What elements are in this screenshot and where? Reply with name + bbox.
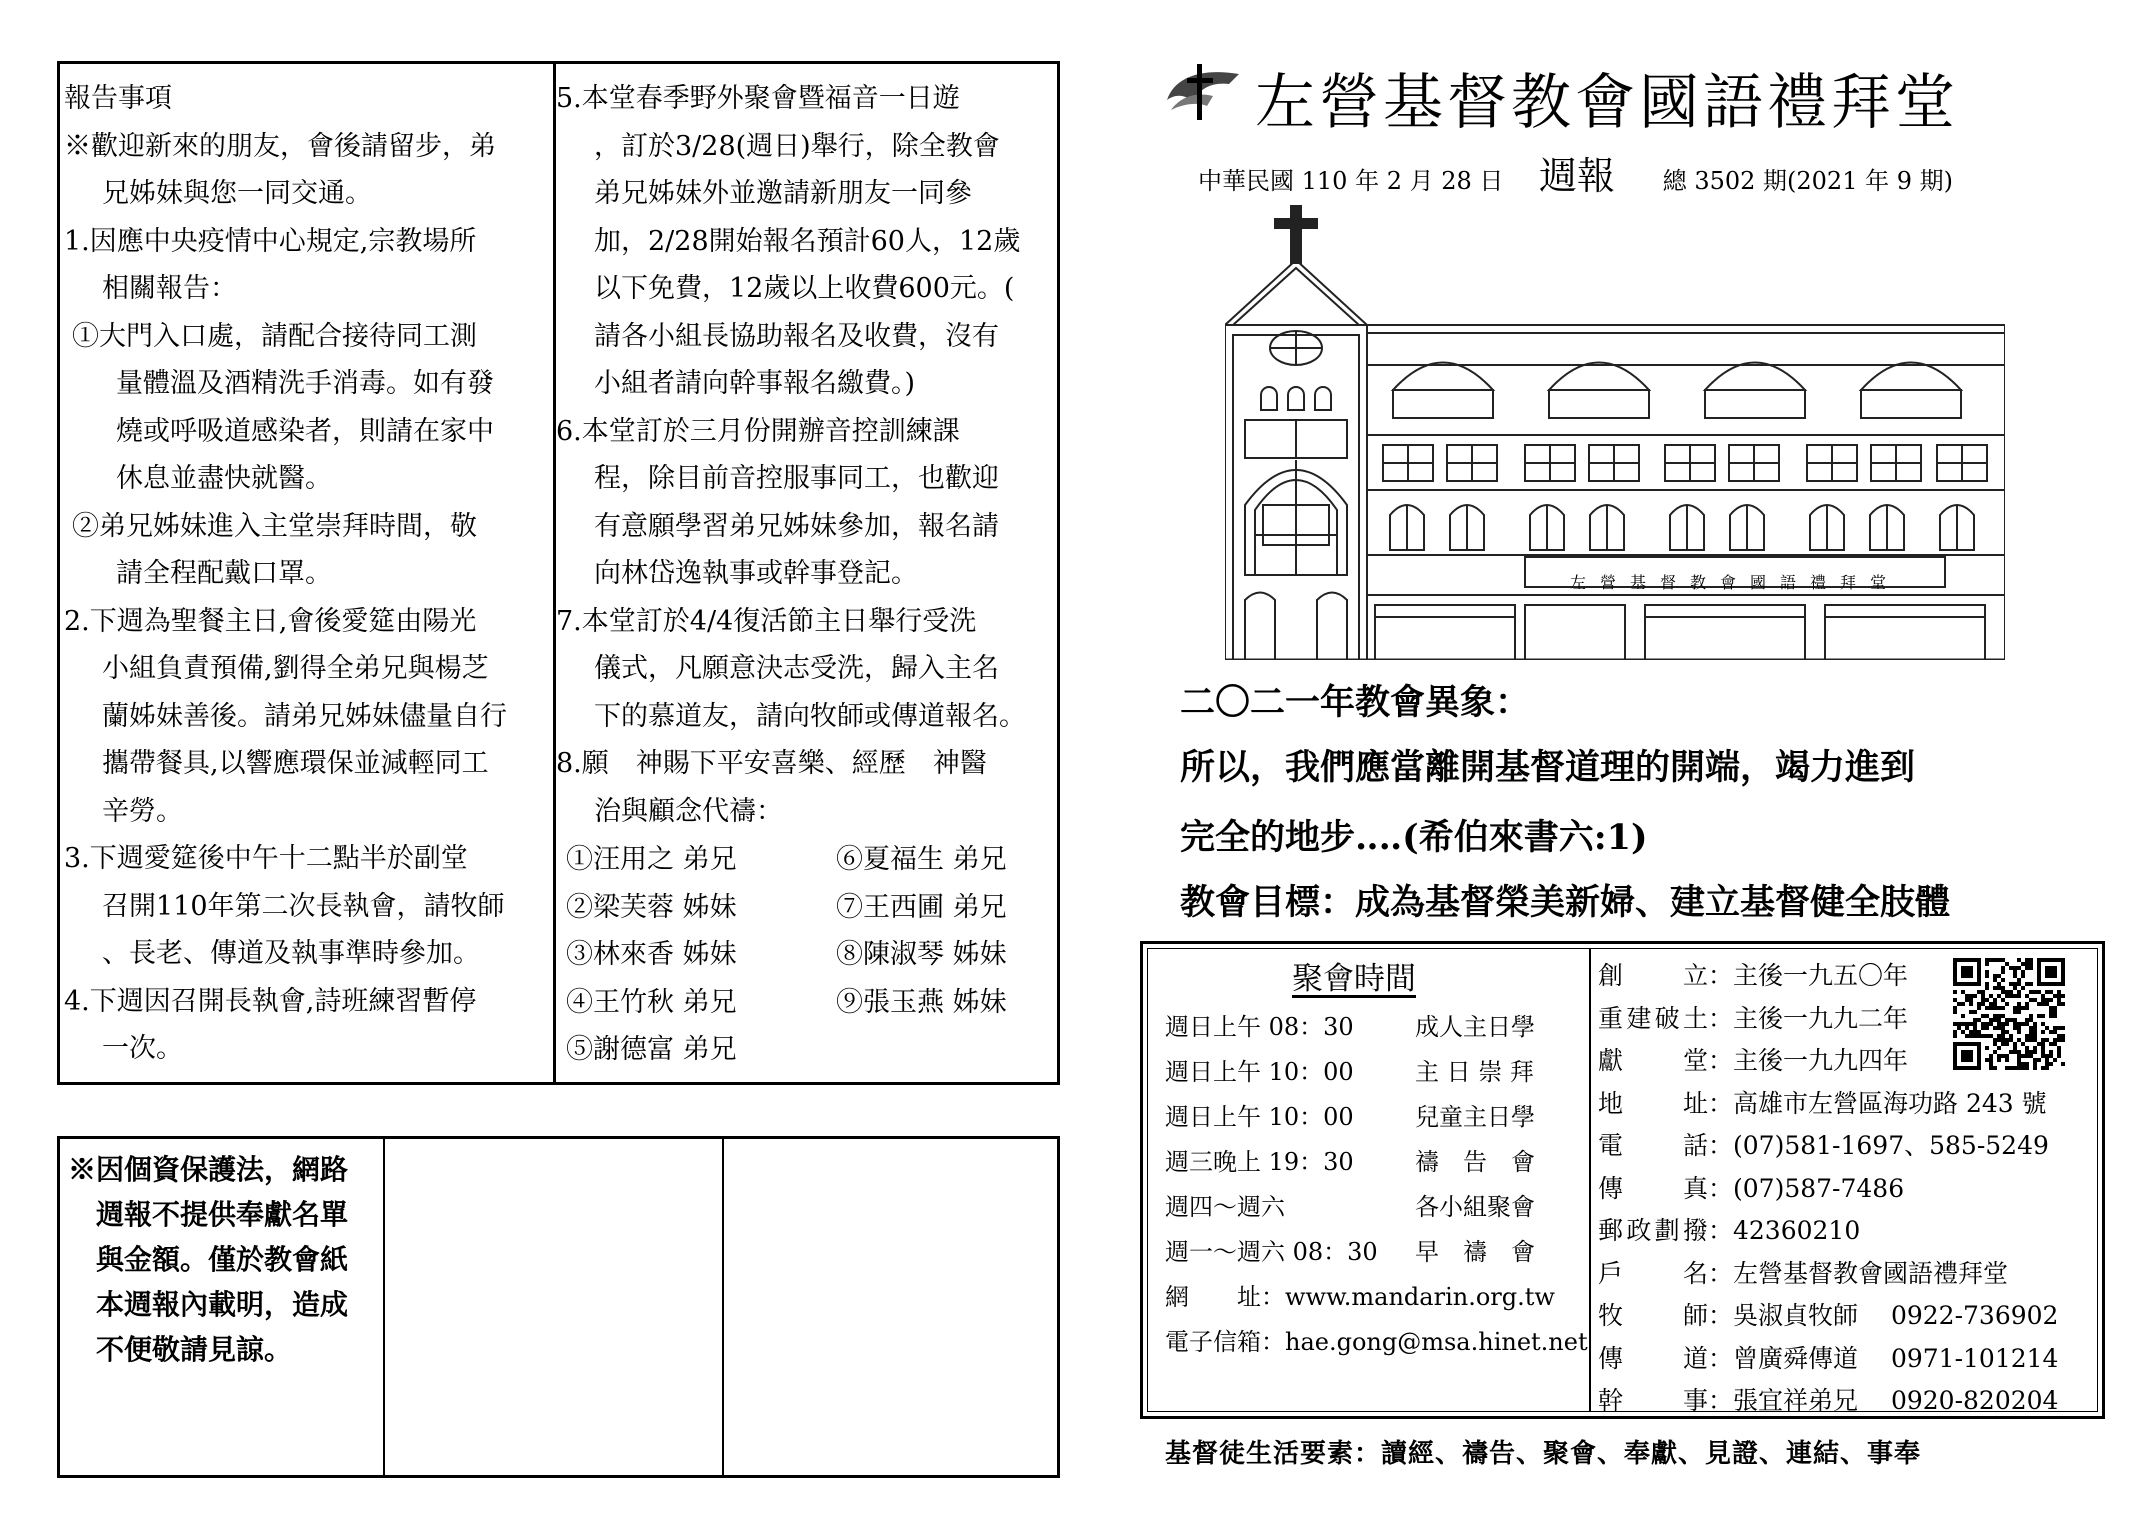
info-row <box>1598 1295 2058 1338</box>
info-value: ：主後一九五〇年 <box>1708 961 1909 990</box>
schedule-time: 週一～週六 08：30 <box>1165 1238 1378 1266</box>
church-goal: 教會目標：成為基督榮美新婦、建立基督健全肢體 <box>1180 882 1951 923</box>
info-value: ：張宜祥弟兄 0920-820204 <box>1708 1386 2059 1415</box>
info-value: ：曾廣舜傳道 0971-101214 <box>1708 1343 2059 1373</box>
privacy-line: 不便敬請見諒。 <box>68 1333 293 1366</box>
prayer-name: ④王竹秋 弟兄 <box>566 986 737 1018</box>
info-key: 獻堂 <box>1598 1046 1708 1075</box>
schedule-row <box>1165 1185 1535 1230</box>
announcement-line: 8.願 神賜下平安喜樂、經歷 神醫 <box>556 748 987 779</box>
announcement-line: 一次。 <box>102 1033 183 1064</box>
schedule-event: 主 日 崇 拜 <box>1415 1058 1534 1086</box>
announcement-line: 加，2/28開始報名預計60人，12歲 <box>594 225 1021 257</box>
schedule-time: 週日上午 10：00 <box>1165 1103 1354 1131</box>
church-logo-icon <box>1163 62 1243 122</box>
schedule-row <box>1165 1050 1535 1095</box>
info-divider <box>1589 948 1591 1412</box>
prayer-list <box>566 836 1056 1074</box>
announcements-col-1 <box>64 75 552 1073</box>
announcement-line: 儀式，凡願意決志受洗，歸入主名 <box>594 653 999 684</box>
info-value: ：(07)587-7486 <box>1708 1173 1905 1203</box>
announcement-line: 召開110年第二次長執會，請牧師 <box>102 890 505 922</box>
church-title: 左營基督教會國語禮拜堂 <box>1255 68 1959 138</box>
website-line: 網 址：www.mandarin.org.tw <box>1165 1283 1555 1311</box>
schedule-event: 成人主日學 <box>1415 1013 1535 1041</box>
schedule-row <box>1165 1005 1535 1050</box>
info-row <box>1598 1338 2058 1381</box>
schedule-event: 兒童主日學 <box>1415 1103 1535 1131</box>
announcement-line: 小組負責預備,劉得全弟兄與楊芝 <box>102 653 489 684</box>
announcement-line: 燒或呼吸道感染者，則請在家中 <box>116 415 494 447</box>
info-value: ：吳淑貞牧師 0922-736902 <box>1708 1301 2059 1330</box>
info-key: 重建破土 <box>1598 1003 1708 1033</box>
info-key: 幹事 <box>1598 1386 1708 1415</box>
announcement-line: 休息並盡快就醫。 <box>116 463 332 494</box>
announcement-line: 小組者請向幹事報名繳費。) <box>594 368 916 399</box>
info-value: ：左營基督教會國語禮拜堂 <box>1708 1258 2009 1288</box>
announcement-line: ②弟兄姊妹進入主堂崇拜時間，敬 <box>72 510 477 542</box>
announcement-line: 治與顧念代禱： <box>594 795 783 827</box>
announcement-line: ①大門入口處，請配合接待同工測 <box>72 320 477 352</box>
info-row <box>1598 1380 2058 1423</box>
prayer-name: ①汪用之 弟兄 <box>566 844 737 875</box>
info-key: 電話 <box>1598 1131 1708 1160</box>
announcement-line: 請各小組長協助報名及收費，沒有 <box>594 320 999 352</box>
info-key: 創立 <box>1598 961 1708 990</box>
prayer-name: ②梁芙蓉 姊妹 <box>566 891 737 923</box>
prayer-name: ③林來香 姊妹 <box>566 939 737 970</box>
announcements-col-2 <box>556 75 1056 835</box>
schedule-row <box>1165 1230 1535 1275</box>
announcement-line: 有意願學習弟兄姊妹參加，報名請 <box>594 510 999 542</box>
announcement-line: 下的慕道友，請向牧師或傳道報名。 <box>594 700 1026 732</box>
vision-heading: 二〇二一年教會異象： <box>1180 682 1531 723</box>
email-line: 電子信箱：hae.gong@msa.hinet.net <box>1165 1328 1588 1356</box>
announcement-line: 7.本堂訂於4/4復活節主日舉行受洗 <box>556 605 977 637</box>
offering-divider-1 <box>383 1136 385 1478</box>
offering-divider-2 <box>722 1136 724 1478</box>
privacy-line: 本週報內載明，造成 <box>68 1288 349 1321</box>
announcement-line: 5.本堂春季野外聚會暨福音一日遊 <box>556 83 960 114</box>
info-key: 傳真 <box>1598 1173 1708 1203</box>
announcement-line: 報告事項 <box>64 83 172 114</box>
prayer-name: ⑦王西圃 弟兄 <box>836 891 1007 923</box>
prayer-name: ⑥夏福生 弟兄 <box>836 844 1007 875</box>
info-row <box>1598 1125 2058 1168</box>
building-sign: 左營基督教會國語禮拜堂 <box>1569 573 1900 592</box>
info-value: ：主後一九九四年 <box>1708 1046 1909 1075</box>
announcement-line: ※歡迎新來的朋友，會後請留步，弟 <box>64 130 496 162</box>
announcement-line: 、長老、傳道及執事準時參加。 <box>102 938 480 969</box>
schedule-event: 早 禱 會 <box>1415 1238 1535 1266</box>
issue-date: 中華民國 110 年 2 月 28 日 <box>1198 167 1504 195</box>
info-value: ：42360210 <box>1708 1216 1861 1245</box>
info-value: ：高雄市左營區海功路 243 號 <box>1708 1088 2047 1118</box>
prayer-name: ⑤謝德富 弟兄 <box>566 1034 737 1065</box>
privacy-line: 與金額。僅於教會紙 <box>68 1243 349 1276</box>
announcement-line: 6.本堂訂於三月份開辦音控訓練課 <box>556 415 960 447</box>
privacy-line: ※因個資保護法，網路 <box>68 1153 349 1186</box>
vision-verse-line-2: 完全的地步‥‥(希伯來書六:1) <box>1180 817 1648 858</box>
info-key: 牧師 <box>1598 1301 1708 1330</box>
announcement-line: 程，除目前音控服事同工，也歡迎 <box>594 463 999 494</box>
info-row <box>1598 1168 2058 1211</box>
schedule-event: 各小組聚會 <box>1415 1193 1535 1221</box>
announcement-line: 3.下週愛筵後中午十二點半於副堂 <box>64 843 468 874</box>
info-value: ：(07)581-1697、585-5249 <box>1708 1131 2049 1160</box>
schedule-title: 聚會時間 <box>1292 961 1416 997</box>
schedule-row <box>1165 1140 1535 1185</box>
info-row <box>1598 1083 2058 1126</box>
privacy-notice <box>68 1147 348 1372</box>
prayer-name: ⑨張玉燕 姊妹 <box>836 986 1007 1018</box>
announcement-line: 1.因應中央疫情中心規定,宗教場所 <box>64 225 477 257</box>
info-key: 地址 <box>1598 1088 1708 1118</box>
announcement-line: 兄姊妹與您一同交通。 <box>102 178 372 209</box>
schedule-list <box>1165 1005 1535 1275</box>
announcement-line: 2.下週為聖餐主日,會後愛筵由陽光 <box>64 605 477 637</box>
schedule-time: 週四～週六 <box>1165 1193 1285 1221</box>
prayer-name <box>836 1026 1056 1074</box>
schedule-time: 週日上午 08：30 <box>1165 1013 1354 1041</box>
announcement-line: 以下免費，12歲以上收費600元。( <box>594 273 1015 304</box>
christian-life-essentials: 基督徒生活要素：讀經、禱告、聚會、奉獻、見證、連結、事奉 <box>1165 1439 1922 1469</box>
info-row <box>1598 1253 2058 1296</box>
announcement-line: 蘭姊妹善後。請弟兄姊妹儘量自行 <box>102 700 507 732</box>
prayer-name: ⑧陳淑琴 姊妹 <box>836 939 1007 970</box>
schedule-time: 週三晚上 19：30 <box>1165 1148 1354 1176</box>
issue-number: 總 3502 期(2021 年 9 期) <box>1662 167 1953 195</box>
qr-code-icon <box>1953 958 2065 1070</box>
announcement-line: 弟兄姊妹外並邀請新朋友一同參 <box>594 178 972 209</box>
announcement-line: 相關報告： <box>102 273 237 304</box>
schedule-row <box>1165 1095 1535 1140</box>
info-value: ：主後一九九二年 <box>1708 1003 1909 1033</box>
info-key: 郵政劃撥 <box>1598 1216 1708 1245</box>
announcement-line: ，訂於3/28(週日)舉行，除全教會 <box>594 130 1000 162</box>
info-key: 傳道 <box>1598 1343 1708 1373</box>
issue-line <box>1198 145 1953 200</box>
announcement-line: 攜帶餐具,以響應環保並減輕同工 <box>102 748 489 779</box>
vision-verse-line-1: 所以，我們應當離開基督道理的開端，竭力進到 <box>1180 747 1916 788</box>
info-row <box>1598 1210 2058 1253</box>
announcement-line: 請全程配戴口罩。 <box>116 558 332 589</box>
schedule-contact <box>1165 1275 1588 1365</box>
privacy-line: 週報不提供奉獻名單 <box>68 1198 349 1231</box>
announcement-line: 4.下週因召開長執會,詩班練習暫停 <box>64 985 477 1017</box>
bulletin-label: 週報 <box>1539 154 1616 198</box>
announcement-line: 辛勞。 <box>102 795 183 827</box>
schedule-event: 禱 告 會 <box>1415 1148 1535 1176</box>
announcement-line: 向林岱逸執事或幹事登記。 <box>594 558 918 589</box>
info-key: 戶名 <box>1598 1258 1708 1288</box>
schedule-time: 週日上午 10：00 <box>1165 1058 1354 1086</box>
announcement-line: 量體溫及酒精洗手消毒。如有發 <box>116 368 494 399</box>
